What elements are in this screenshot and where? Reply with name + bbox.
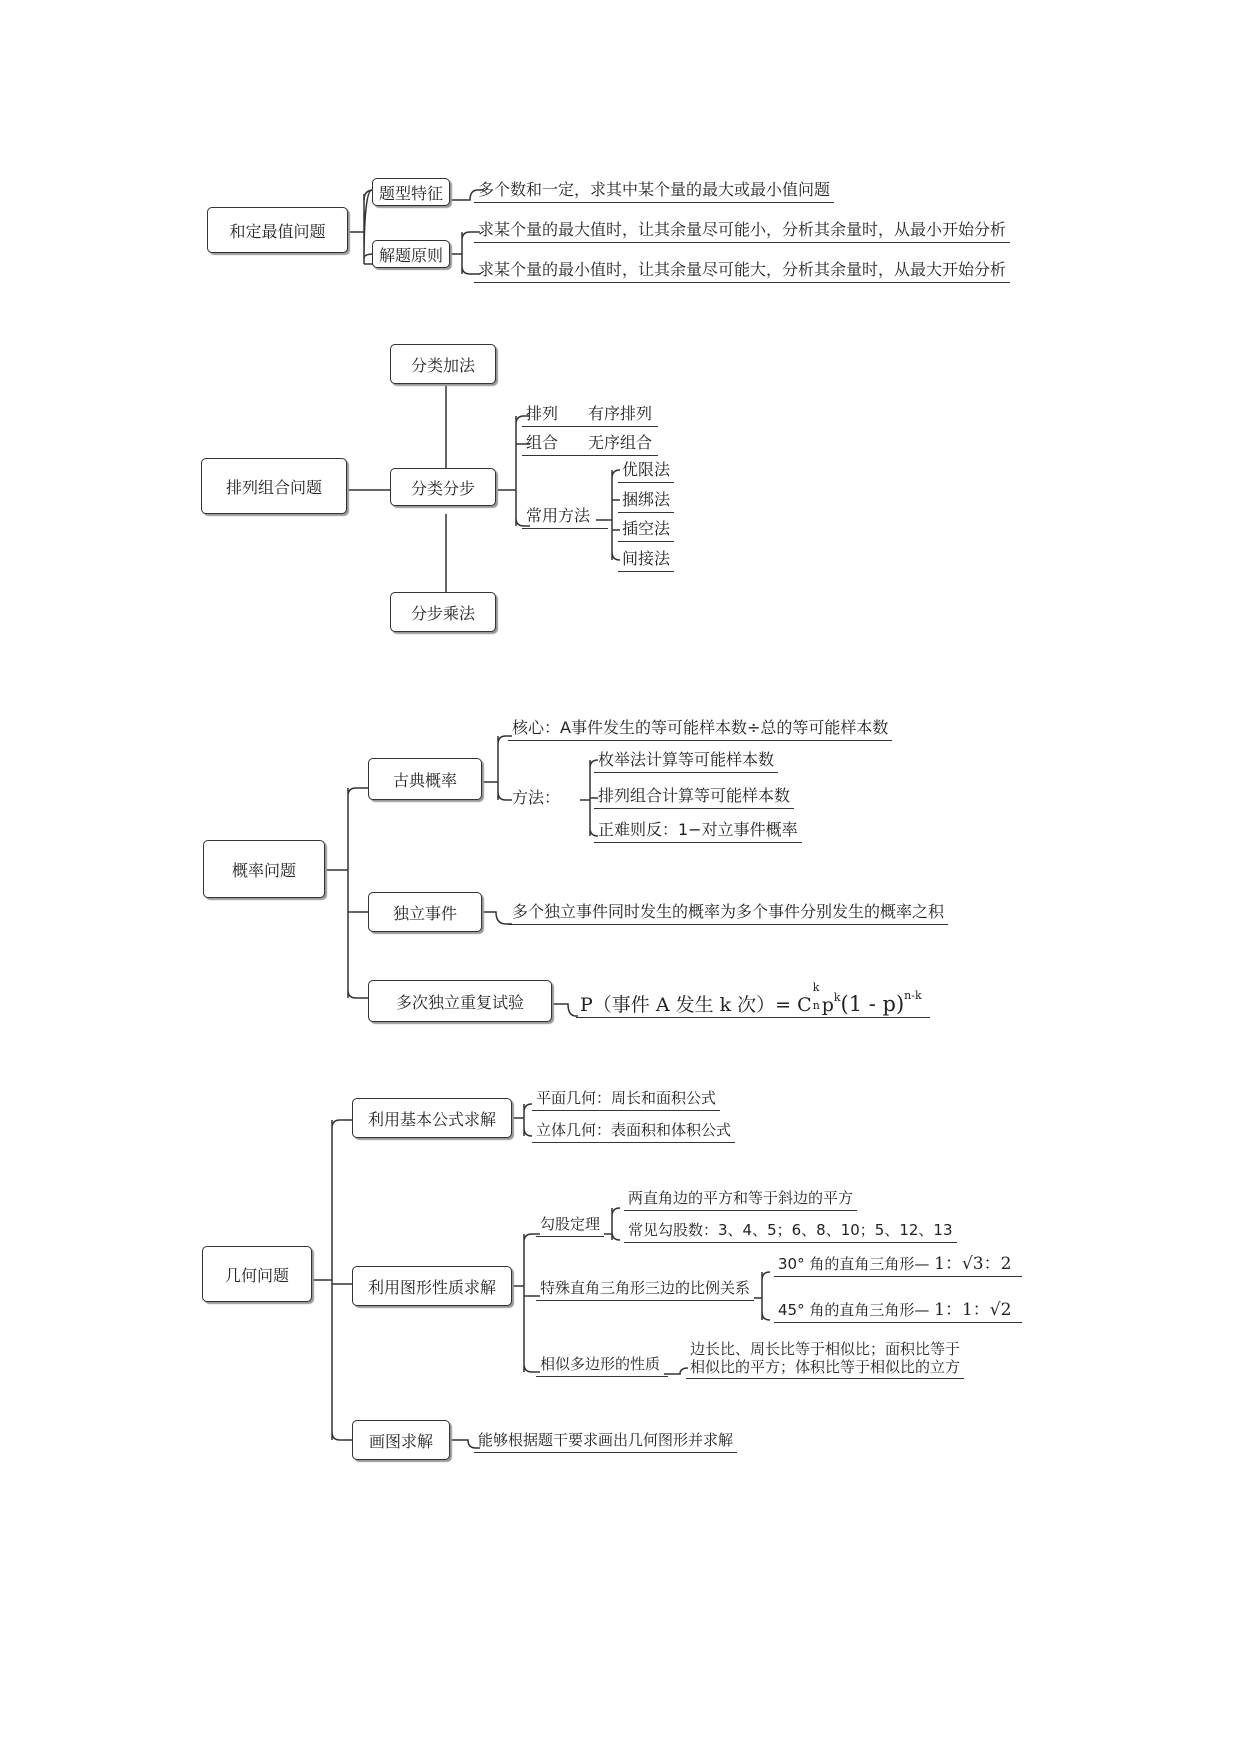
label-s1-max-rule: 求某个量的最大值时，让其余量尽可能小，分析其余量时，从最小开始分析 <box>474 220 1010 243</box>
node-fenlei-fenbu: 分类分步 <box>390 468 496 506</box>
method-youxian: 优限法 <box>618 460 674 483</box>
label-teshu-sanjiao: 特殊直角三角形三边的比例关系 <box>536 1278 754 1301</box>
node-jihe-root: 几何问题 <box>202 1246 312 1302</box>
node-duoci-duli: 多次独立重复试验 <box>368 980 552 1022</box>
formula-one-minus-p: (1 - p) <box>840 992 905 1016</box>
label-indep-product: 多个独立事件同时发生的概率为多个事件分别发生的概率之积 <box>508 902 948 925</box>
label-xiangsi-line2: 相似比的平方；体积比等于相似比的立方 <box>690 1358 961 1376</box>
node-fenbu-chengfa: 分步乘法 <box>390 592 496 632</box>
method-chakong: 插空法 <box>618 519 674 542</box>
formula-c-n: n <box>812 999 820 1012</box>
formula-prefix: P（事件 A 发生 k 次）= C <box>580 994 812 1016</box>
node-gudian-gailv: 古典概率 <box>368 758 482 800</box>
node-pailie-zuhe-root: 排列组合问题 <box>201 458 347 514</box>
label-zuhe <box>522 433 658 456</box>
method-meiju: 枚举法计算等可能样本数 <box>594 750 778 773</box>
label-pailie <box>522 404 658 427</box>
formula-p: p <box>821 994 834 1016</box>
node-fenlei-jiafa: 分类加法 <box>390 344 496 384</box>
label-pingmian: 平面几何：周长和面积公式 <box>532 1088 720 1111</box>
label-xiangsi-line1: 边长比、周长比等于相似比；面积比等于 <box>690 1340 961 1358</box>
node-tixing-tezheng: 题型特征 <box>372 178 450 206</box>
node-jiben-gongshi: 利用基本公式求解 <box>352 1098 512 1138</box>
method-kunbang: 捆绑法 <box>618 490 674 513</box>
label-xiangsi-desc <box>686 1340 964 1379</box>
node-tuxing-xingzhi: 利用图形性质求解 <box>352 1266 512 1306</box>
method-jianjie: 间接法 <box>618 549 674 572</box>
label-xiangsi: 相似多边形的性质 <box>536 1354 668 1377</box>
node-huatu-qiujie: 画图求解 <box>352 1420 450 1460</box>
label-gougu-1: 两直角边的平方和等于斜边的平方 <box>624 1188 857 1211</box>
ratio-30: 1：√3：2 <box>934 1254 1012 1274</box>
label-pailie-key: 排列 <box>526 404 559 423</box>
label-core: 核心：A事件发生的等可能样本数÷总的等可能样本数 <box>508 718 892 741</box>
label-pailie-value: 有序排列 <box>588 404 653 423</box>
label-liti: 立体几何：表面积和体积公式 <box>532 1120 735 1143</box>
formula-n-minus-k: n-k <box>904 989 922 1002</box>
formula-c-k: k <box>812 981 820 994</box>
label-s1-min-rule: 求某个量的最小值时，让其余量尽可能大，分析其余量时，从最大开始分析 <box>474 260 1010 283</box>
node-jieti-yuanze: 解题原则 <box>372 240 450 268</box>
label-30-text: 30° 角的直角三角形— <box>778 1255 930 1273</box>
label-30-triangle <box>774 1254 1022 1277</box>
method-zhengnan-zefan: 正难则反：1−对立事件概率 <box>594 820 802 843</box>
node-heding-root: 和定最值问题 <box>207 207 348 253</box>
formula-binomial <box>576 981 930 1018</box>
label-45-triangle <box>774 1300 1022 1323</box>
label-changyong-fangfa: 常用方法 <box>522 506 608 529</box>
label-gougu: 勾股定理 <box>536 1214 604 1237</box>
node-gailv-root: 概率问题 <box>203 840 325 898</box>
label-s1-feature: 多个数和一定，求其中某个量的最大或最小值问题 <box>474 180 834 203</box>
method-pailie-zuhe: 排列组合计算等可能样本数 <box>594 786 794 809</box>
label-zuhe-value: 无序组合 <box>588 433 653 452</box>
node-duli-shijian: 独立事件 <box>368 892 482 932</box>
label-gougu-2: 常见勾股数：3、4、5；6、8、10；5、12、13 <box>624 1220 957 1243</box>
formula-p-k: k <box>833 991 841 1004</box>
label-method: 方法： <box>512 788 561 807</box>
label-zuhe-key: 组合 <box>526 433 559 452</box>
label-45-text: 45° 角的直角三角形— <box>778 1301 930 1319</box>
ratio-45: 1：1：√2 <box>934 1300 1012 1320</box>
label-huatu: 能够根据题干要求画出几何图形并求解 <box>474 1430 737 1453</box>
